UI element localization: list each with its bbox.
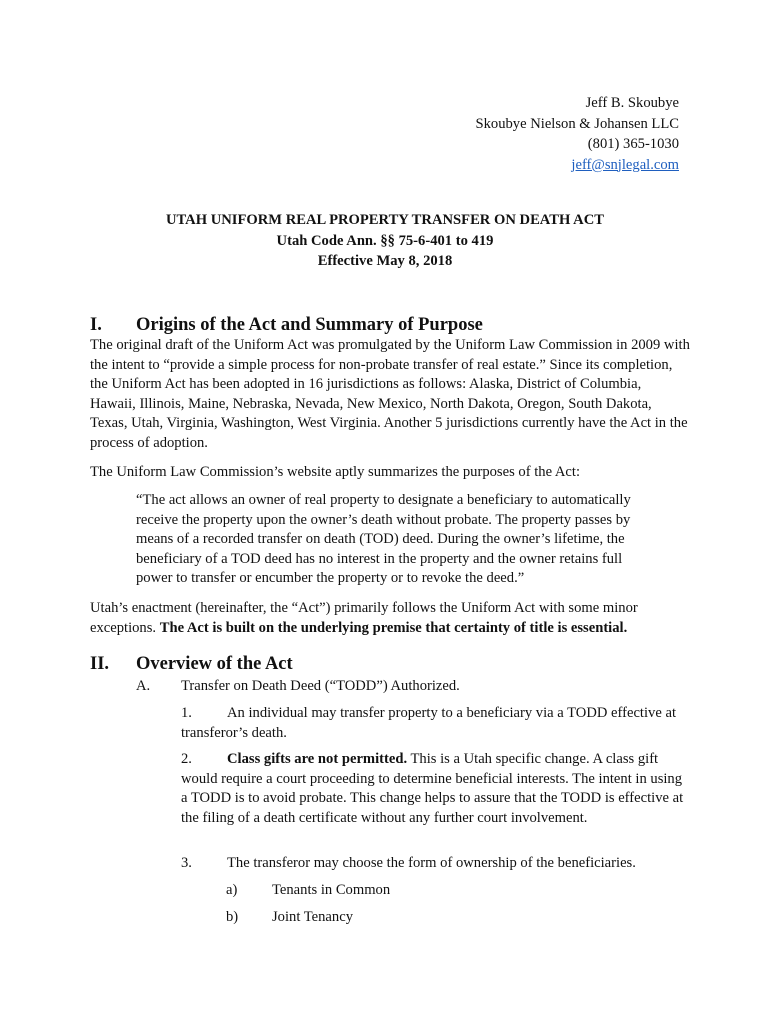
list-item-1: [181, 704, 691, 743]
list-item-3: [181, 854, 691, 874]
section-1-paragraph-3: [90, 599, 690, 638]
section-2-number: II.: [90, 654, 110, 674]
list-item-1-text: An individual may transfer property to a beneficiary via a TODD effective at transferor’s death.: [181, 705, 676, 741]
list-item-3-text: The transferor may choose the form of ownership of the beneficiaries.: [227, 855, 636, 871]
subsection-a: [136, 677, 460, 697]
section-2-title: Overview of the Act: [136, 654, 293, 674]
list-item-1-label: 1.: [181, 705, 192, 721]
section-2-heading: [90, 653, 293, 675]
effective-date: Effective May 8, 2018: [317, 253, 453, 269]
sub-list-item-b-label: b): [226, 909, 239, 925]
email-link[interactable]: jeff@snjlegal.com: [571, 156, 679, 173]
subsection-a-title: Transfer on Death Deed (“TODD”) Authorized.: [181, 678, 460, 694]
section-1-paragraph-2: The Uniform Law Commission’s website aptly summarizes the purposes of the Act:: [90, 464, 581, 480]
sub-list-item-b-text: Joint Tenancy: [272, 909, 353, 925]
sub-list-item-b: [226, 908, 353, 928]
list-item-2-emphasis: Class gifts are not permitted.: [227, 751, 408, 767]
paragraph-3-emphasis: The Act is built on the underlying premise that certainty of title is essential.: [159, 619, 628, 636]
section-1-paragraph-1: The original draft of the Uniform Act was promulgated by the Uniform Law Commission in 2009 with the intent to “provide a simple process for non-probate transfer of real estate.” Since its completion, the Uniform Act has been adopted in 16 jurisdictions as follows: Alaska, District of Columbia, Hawaii, Illinois, Maine, Nebraska, Nevada, New Mexico, North Dakota, Oregon, South Dakota, Texas, Utah, Virginia, Washington, West Virginia. Another 5 jurisdictions currently have the Act in the process of adoption.: [90, 337, 690, 451]
sub-list-item-a-text: Tenants in Common: [272, 882, 391, 898]
subsection-a-label: A.: [136, 678, 151, 694]
paragraph-3-text: Utah’s enactment (hereinafter, the “Act”) primarily follows the Uniform Act with some minor exceptions.: [90, 600, 638, 636]
author-name: Jeff B. Skoubye: [585, 95, 679, 111]
section-1-title: Origins of the Act and Summary of Purpose: [136, 315, 483, 335]
list-item-2-text: This is a Utah specific change. A class gift would require a court proceeding to determine beneficial interests. The intent in using a TODD is to avoid probate. This change helps to assure that the TODD is effective at the filing of a death certificate without any further court involvement.: [181, 751, 684, 826]
sub-list-item-a-label: a): [226, 882, 238, 898]
document-title-block: [0, 210, 770, 272]
firm-name: Skoubye Nielson & Johansen LLC: [475, 115, 679, 132]
author-contact-block: [476, 93, 680, 175]
list-item-2: [181, 750, 691, 828]
sub-list-item-a: [226, 881, 390, 901]
list-item-2-label: 2.: [181, 751, 192, 767]
document-title: UTAH UNIFORM REAL PROPERTY TRANSFER ON DEATH ACT: [165, 212, 604, 228]
block-quote: “The act allows an owner of real property to designate a beneficiary to automatically receive the property upon the owner’s death without probate. The property passes by means of a recorded transfer on death (TOD) deed. During the owner’s lifetime, the beneficiary of a TOD deed has no interest in the property and the owner retains full power to transfer or encumber the property or to revoke the deed.”: [136, 492, 631, 587]
code-citation: Utah Code Ann. §§ 75-6-401 to 419: [276, 232, 494, 249]
section-1-heading: [90, 314, 483, 336]
list-item-3-label: 3.: [181, 855, 192, 871]
phone-number: (801) 365-1030: [587, 136, 679, 152]
section-1-number: I.: [90, 315, 102, 335]
